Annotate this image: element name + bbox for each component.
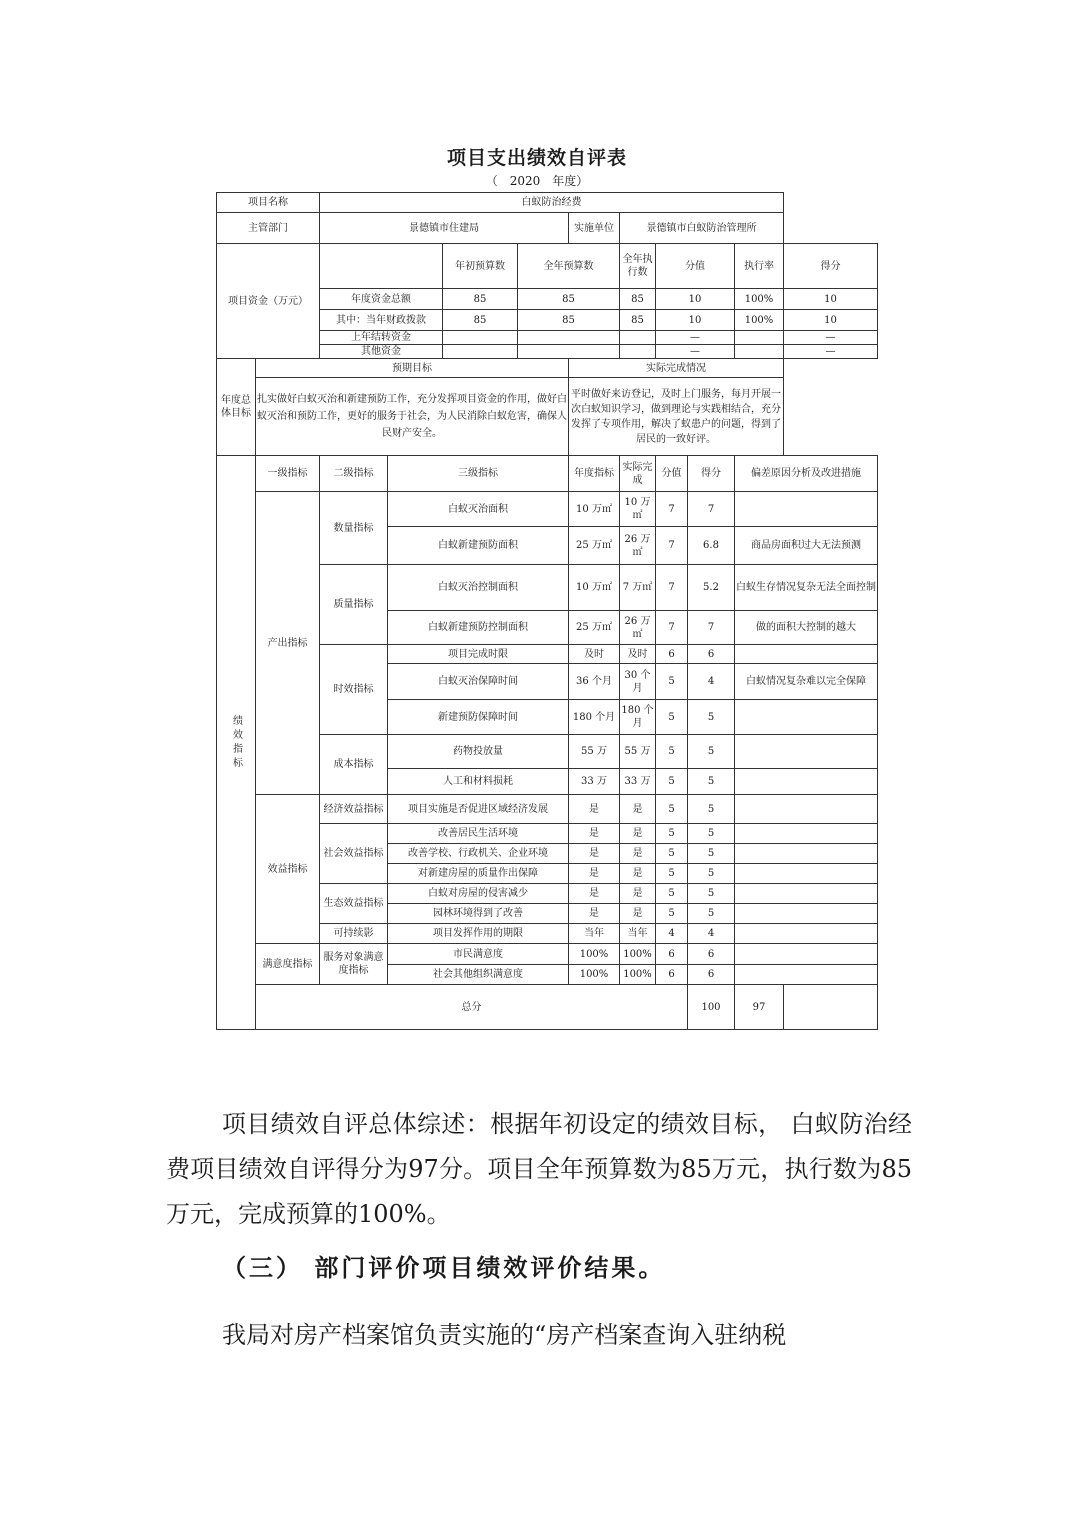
perf-header-target: 年度指标 [569, 456, 620, 492]
next-paragraph: 我局对房产档案馆负责实施的“房产档案查询入驻纳税 [222, 1321, 787, 1349]
score: 5 [688, 735, 735, 769]
impl-label: 实施单位 [569, 213, 620, 244]
actual: 是 [620, 824, 656, 844]
total-label: 总分 [256, 985, 688, 1030]
note: 白蚁生存情况复杂无法全面控制 [735, 565, 878, 611]
level2-service: 服务对象满意度指标 [320, 944, 388, 985]
table-row [217, 492, 878, 527]
note [735, 769, 878, 795]
fund-label: 项目资金（万元） [217, 244, 320, 359]
score: 6 [688, 645, 735, 664]
val: 5 [656, 735, 688, 769]
val: 5 [656, 664, 688, 700]
target: 是 [569, 824, 620, 844]
level3: 白蚁对房屋的侵害减少 [388, 884, 569, 904]
perf-header-note: 偏差原因分析及改进措施 [735, 456, 878, 492]
actual-label: 实际完成情况 [569, 359, 784, 378]
fund-year: 85 [518, 310, 620, 331]
goal-label: 年度总体目标 [217, 359, 256, 456]
perf-header-val: 分值 [656, 456, 688, 492]
fund-header-blank [320, 244, 443, 289]
table-year [0, 172, 1074, 189]
fund-year [518, 331, 620, 345]
year-value: 2020 [509, 174, 541, 188]
actual: 10 万㎡ [620, 492, 656, 527]
fund-exec [620, 331, 656, 345]
score: 5 [688, 795, 735, 824]
fund-init [443, 345, 518, 359]
note [735, 824, 878, 844]
score: 7 [688, 611, 735, 645]
val: 6 [656, 645, 688, 664]
level3: 园林环境得到了改善 [388, 904, 569, 924]
fund-rate: 100% [735, 310, 784, 331]
fund-rate: 100% [735, 289, 784, 310]
perf-header-l1: 一级指标 [256, 456, 320, 492]
dept: 景德镇市住建局 [320, 213, 569, 244]
level1-output: 产出指标 [256, 492, 320, 795]
actual: 30 个月 [620, 664, 656, 700]
fund-val: — [656, 345, 735, 359]
note [735, 884, 878, 904]
level3: 项目实施是否促进区域经济发展 [388, 795, 569, 824]
level1-benefit: 效益指标 [256, 795, 320, 944]
level2-social: 社会效益指标 [320, 824, 388, 884]
level1-satisfaction: 满意度指标 [256, 944, 320, 985]
note [735, 645, 878, 664]
total-note [784, 985, 878, 1030]
fund-name: 上年结转资金 [320, 331, 443, 345]
score: 5 [688, 844, 735, 864]
actual: 100% [620, 965, 656, 985]
fund-header-val: 分值 [656, 244, 735, 289]
score: 6 [688, 965, 735, 985]
note [735, 924, 878, 944]
fund-header-year: 全年预算数 [518, 244, 620, 289]
perf-header-l3: 三级指标 [388, 456, 569, 492]
actual: 是 [620, 884, 656, 904]
actual: 是 [620, 844, 656, 864]
actual: 100% [620, 944, 656, 965]
level3: 白蚁新建预防控制面积 [388, 611, 569, 645]
level3: 白蚁灭治保障时间 [388, 664, 569, 700]
fund-header-score: 得分 [784, 244, 878, 289]
val: 7 [656, 527, 688, 565]
actual-text: 平时做好来访登记，及时上门服务，每月开展一次白蚁知识学习，做到理论与实践相结合，充分发挥了专项作用，解决了蚁患户的问题，得到了居民的一致好评。 [569, 378, 784, 456]
level3: 白蚁新建预防面积 [388, 527, 569, 565]
table-title: 项目支出绩效自评表 [446, 147, 627, 169]
year-prefix: （ [485, 174, 498, 188]
score: 6.8 [688, 527, 735, 565]
val: 5 [656, 769, 688, 795]
val: 6 [656, 944, 688, 965]
target: 是 [569, 884, 620, 904]
target: 100% [569, 965, 620, 985]
fund-init [443, 331, 518, 345]
target: 55 万 [569, 735, 620, 769]
fund-score: — [784, 331, 878, 345]
note [735, 795, 878, 824]
target: 是 [569, 904, 620, 924]
score: 7 [688, 492, 735, 527]
val: 5 [656, 884, 688, 904]
level3: 白蚁灭治面积 [388, 492, 569, 527]
score: 5.2 [688, 565, 735, 611]
fund-header-exec: 全年执行数 [620, 244, 656, 289]
total-val: 100 [688, 985, 735, 1030]
target: 10 万㎡ [569, 492, 620, 527]
dept-label: 主管部门 [217, 213, 320, 244]
actual: 当年 [620, 924, 656, 944]
actual: 及时 [620, 645, 656, 664]
total-score: 97 [735, 985, 784, 1030]
note [735, 944, 878, 965]
target: 100% [569, 944, 620, 965]
score: 5 [688, 824, 735, 844]
note [735, 844, 878, 864]
level2-economic: 经济效益指标 [320, 795, 388, 824]
fund-name: 其中：当年财政拨款 [320, 310, 443, 331]
val: 7 [656, 492, 688, 527]
level3: 新建预防保障时间 [388, 700, 569, 735]
perf-header-score: 得分 [688, 456, 735, 492]
val: 6 [656, 965, 688, 985]
target: 25 万㎡ [569, 611, 620, 645]
val: 4 [656, 924, 688, 944]
level2-quantity: 数量指标 [320, 492, 388, 565]
fund-val: — [656, 331, 735, 345]
note [735, 904, 878, 924]
target: 及时 [569, 645, 620, 664]
note: 做的面积大控制的越大 [735, 611, 878, 645]
performance-table [216, 192, 878, 1030]
score: 5 [688, 769, 735, 795]
fund-exec [620, 345, 656, 359]
level2-cost: 成本指标 [320, 735, 388, 795]
score: 6 [688, 944, 735, 965]
table-row [217, 795, 878, 824]
target: 180 个月 [569, 700, 620, 735]
level2-time: 时效指标 [320, 645, 388, 735]
score: 4 [688, 924, 735, 944]
score: 5 [688, 904, 735, 924]
fund-val: 10 [656, 310, 735, 331]
project-name: 白蚁防治经费 [320, 193, 784, 213]
val: 5 [656, 795, 688, 824]
fund-exec: 85 [620, 310, 656, 331]
note [735, 700, 878, 735]
actual: 180 个月 [620, 700, 656, 735]
level3: 项目发挥作用的期限 [388, 924, 569, 944]
note [735, 735, 878, 769]
val: 5 [656, 824, 688, 844]
target: 当年 [569, 924, 620, 944]
actual: 33 万 [620, 769, 656, 795]
val: 7 [656, 611, 688, 645]
fund-init: 85 [443, 310, 518, 331]
score: 4 [688, 664, 735, 700]
val: 5 [656, 864, 688, 884]
score: 5 [688, 884, 735, 904]
level3: 改善居民生活环境 [388, 824, 569, 844]
perf-header-actual: 实际完成 [620, 456, 656, 492]
target: 36 个月 [569, 664, 620, 700]
fund-rate [735, 331, 784, 345]
fund-score: 10 [784, 310, 878, 331]
actual: 是 [620, 795, 656, 824]
level2-quality: 质量指标 [320, 565, 388, 645]
project-name-label: 项目名称 [217, 193, 320, 213]
fund-init: 85 [443, 289, 518, 310]
level3: 社会其他组织满意度 [388, 965, 569, 985]
val: 5 [656, 844, 688, 864]
level3: 市民满意度 [388, 944, 569, 965]
level3: 对新建房屋的质量作出保障 [388, 864, 569, 884]
actual: 26 万㎡ [620, 611, 656, 645]
impl: 景德镇市白蚁防治管理所 [620, 213, 784, 244]
target: 10 万㎡ [569, 565, 620, 611]
level2-sustain: 可持续影 [320, 924, 388, 944]
level3: 项目完成时限 [388, 645, 569, 664]
fund-rate [735, 345, 784, 359]
target: 是 [569, 795, 620, 824]
section-heading: （三） 部门评价项目绩效评价结果。 [222, 1254, 666, 1282]
expected-label: 预期目标 [256, 359, 569, 378]
level3: 人工和材料损耗 [388, 769, 569, 795]
target: 33 万 [569, 769, 620, 795]
val: 5 [656, 904, 688, 924]
year-suffix: 年度） [552, 174, 589, 188]
val: 7 [656, 565, 688, 611]
perf-header-l2: 二级指标 [320, 456, 388, 492]
fund-val: 10 [656, 289, 735, 310]
summary-paragraph: 项目绩效自评总体综述：根据年初设定的绩效目标， 白蚁防治经费项目绩效自评得分为97分。项目全年预算数为85万元，执行数为85万元，完成预算的100%。 [166, 1110, 912, 1228]
perf-label: 绩效指标 [217, 456, 256, 1030]
note [735, 864, 878, 884]
level3: 白蚁灭治控制面积 [388, 565, 569, 611]
level2-eco: 生态效益指标 [320, 884, 388, 924]
fund-name: 其他资金 [320, 345, 443, 359]
val: 5 [656, 700, 688, 735]
fund-score: 10 [784, 289, 878, 310]
note: 白蚁情况复杂难以完全保障 [735, 664, 878, 700]
actual: 是 [620, 864, 656, 884]
target: 是 [569, 844, 620, 864]
actual: 55 万 [620, 735, 656, 769]
level3: 改善学校、行政机关、企业环境 [388, 844, 569, 864]
actual: 7 万㎡ [620, 565, 656, 611]
actual: 是 [620, 904, 656, 924]
score: 5 [688, 864, 735, 884]
note [735, 492, 878, 527]
note: 商品房面积过大无法预测 [735, 527, 878, 565]
fund-name: 年度资金总额 [320, 289, 443, 310]
note [735, 965, 878, 985]
level3: 药物投放量 [388, 735, 569, 769]
expected-text: 扎实做好白蚁灭治和新建预防工作，充分发挥项目资金的作用，做好白蚁灭治和预防工作，更好的服务于社会，为人民消除白蚁危害，确保人民财产安全。 [256, 378, 569, 456]
target: 25 万㎡ [569, 527, 620, 565]
fund-year [518, 345, 620, 359]
table-row [217, 944, 878, 965]
target: 是 [569, 864, 620, 884]
actual: 26 万㎡ [620, 527, 656, 565]
fund-header-init: 年初预算数 [443, 244, 518, 289]
fund-score: — [784, 345, 878, 359]
fund-header-rate: 执行率 [735, 244, 784, 289]
score: 5 [688, 700, 735, 735]
fund-year: 85 [518, 289, 620, 310]
fund-exec: 85 [620, 289, 656, 310]
